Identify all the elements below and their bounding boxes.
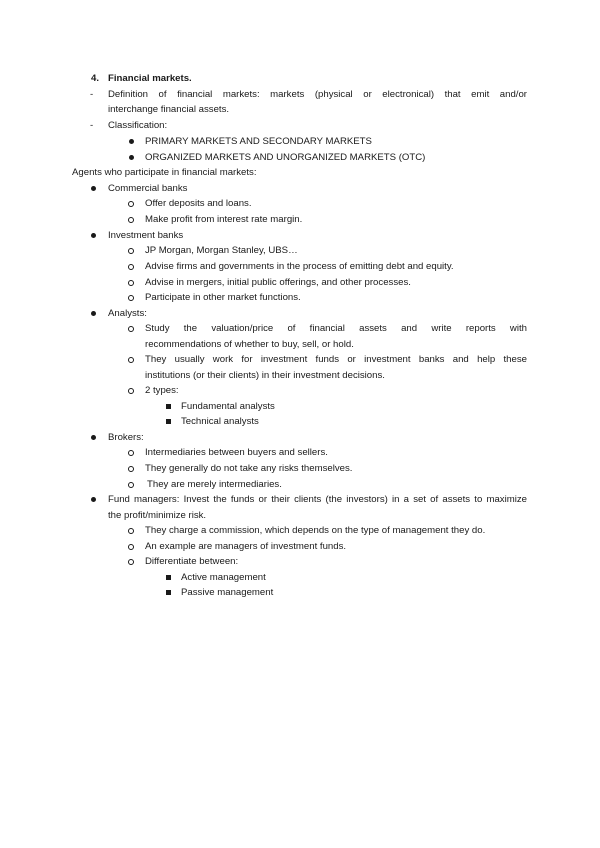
section-title: Financial markets.	[108, 73, 192, 84]
filled-bullet-icon	[91, 186, 96, 191]
hollow-bullet-icon	[128, 482, 134, 488]
sub-list-item: Technical analysts	[181, 416, 259, 427]
filled-bullet-icon	[91, 233, 96, 238]
sub-list-item: Passive management	[181, 587, 274, 598]
classification-item: ORGANIZED MARKETS AND UNORGANIZED MARKETS (OTC)	[145, 152, 426, 163]
sub-list-item: Fundamental analysts	[181, 401, 275, 412]
agent-brokers: Brokers:	[108, 432, 144, 443]
list-item: Make profit from interest rate margin.	[145, 214, 303, 225]
agent-fund-managers-continuation: the profit/minimize risk.	[108, 510, 207, 521]
list-item: Advise firms and governments in the process of emitting debt and equity.	[145, 261, 454, 272]
square-bullet-icon	[166, 590, 171, 595]
list-item: They usually work for investment funds or investment banks and help these	[145, 354, 527, 365]
square-bullet-icon	[166, 575, 171, 580]
list-item: JP Morgan, Morgan Stanley, UBS…	[145, 245, 298, 256]
filled-bullet-icon	[129, 155, 134, 160]
filled-bullet-icon	[91, 497, 96, 502]
filled-bullet-icon	[91, 435, 96, 440]
classification-item: PRIMARY MARKETS AND SECONDARY MARKETS	[145, 136, 372, 147]
list-item-continuation: recommendations of whether to buy, sell, or hold.	[145, 339, 354, 350]
filled-bullet-icon	[129, 139, 134, 144]
list-item-continuation: institutions (or their clients) in their investment decisions.	[145, 370, 385, 381]
hollow-bullet-icon	[128, 217, 134, 223]
list-item: They charge a commission, which depends on the type of management they do.	[145, 525, 486, 536]
sub-list-item: Active management	[181, 572, 266, 583]
agents-intro: Agents who participate in financial markets:	[72, 167, 257, 178]
hollow-bullet-icon	[128, 450, 134, 456]
agent-analysts: Analysts:	[108, 308, 147, 319]
hollow-bullet-icon	[128, 280, 134, 286]
hollow-bullet-icon	[128, 528, 134, 534]
list-item: Intermediaries between buyers and sellers.	[145, 447, 328, 458]
list-item: Participate in other market functions.	[145, 292, 301, 303]
list-item: Offer deposits and loans.	[145, 198, 252, 209]
hollow-bullet-icon	[128, 466, 134, 472]
dash-bullet: -	[90, 120, 94, 131]
list-item: Study the valuation/price of financial assets and write reports with	[145, 323, 527, 334]
section-number: 4.	[91, 73, 100, 84]
hollow-bullet-icon	[128, 326, 134, 332]
hollow-bullet-icon	[128, 544, 134, 550]
list-item: They generally do not take any risks themselves.	[145, 463, 353, 474]
list-item: Differentiate between:	[145, 556, 239, 567]
list-item: They are merely intermediaries.	[147, 479, 282, 490]
list-item: 2 types:	[145, 385, 179, 396]
hollow-bullet-icon	[128, 264, 134, 270]
hollow-bullet-icon	[128, 201, 134, 207]
definition-text-line-1: Definition of financial markets: markets (physical or electronical) that emit and/or	[108, 89, 527, 100]
square-bullet-icon	[166, 419, 171, 424]
hollow-bullet-icon	[128, 559, 134, 565]
classification-label: Classification:	[108, 120, 168, 131]
dash-bullet: -	[90, 89, 94, 100]
list-item: An example are managers of investment funds.	[145, 541, 347, 552]
square-bullet-icon	[166, 404, 171, 409]
hollow-bullet-icon	[128, 357, 134, 363]
agent-investment-banks: Investment banks	[108, 230, 184, 241]
list-item: Advise in mergers, initial public offerings, and other processes.	[145, 277, 411, 288]
hollow-bullet-icon	[128, 248, 134, 254]
filled-bullet-icon	[91, 311, 96, 316]
hollow-bullet-icon	[128, 295, 134, 301]
agent-commercial-banks: Commercial banks	[108, 183, 188, 194]
agent-fund-managers: Fund managers: Invest the funds or their clients (the investors) in a set of assets to maximize	[108, 494, 527, 505]
definition-text-line-2: interchange financial assets.	[108, 104, 230, 115]
hollow-bullet-icon	[128, 388, 134, 394]
